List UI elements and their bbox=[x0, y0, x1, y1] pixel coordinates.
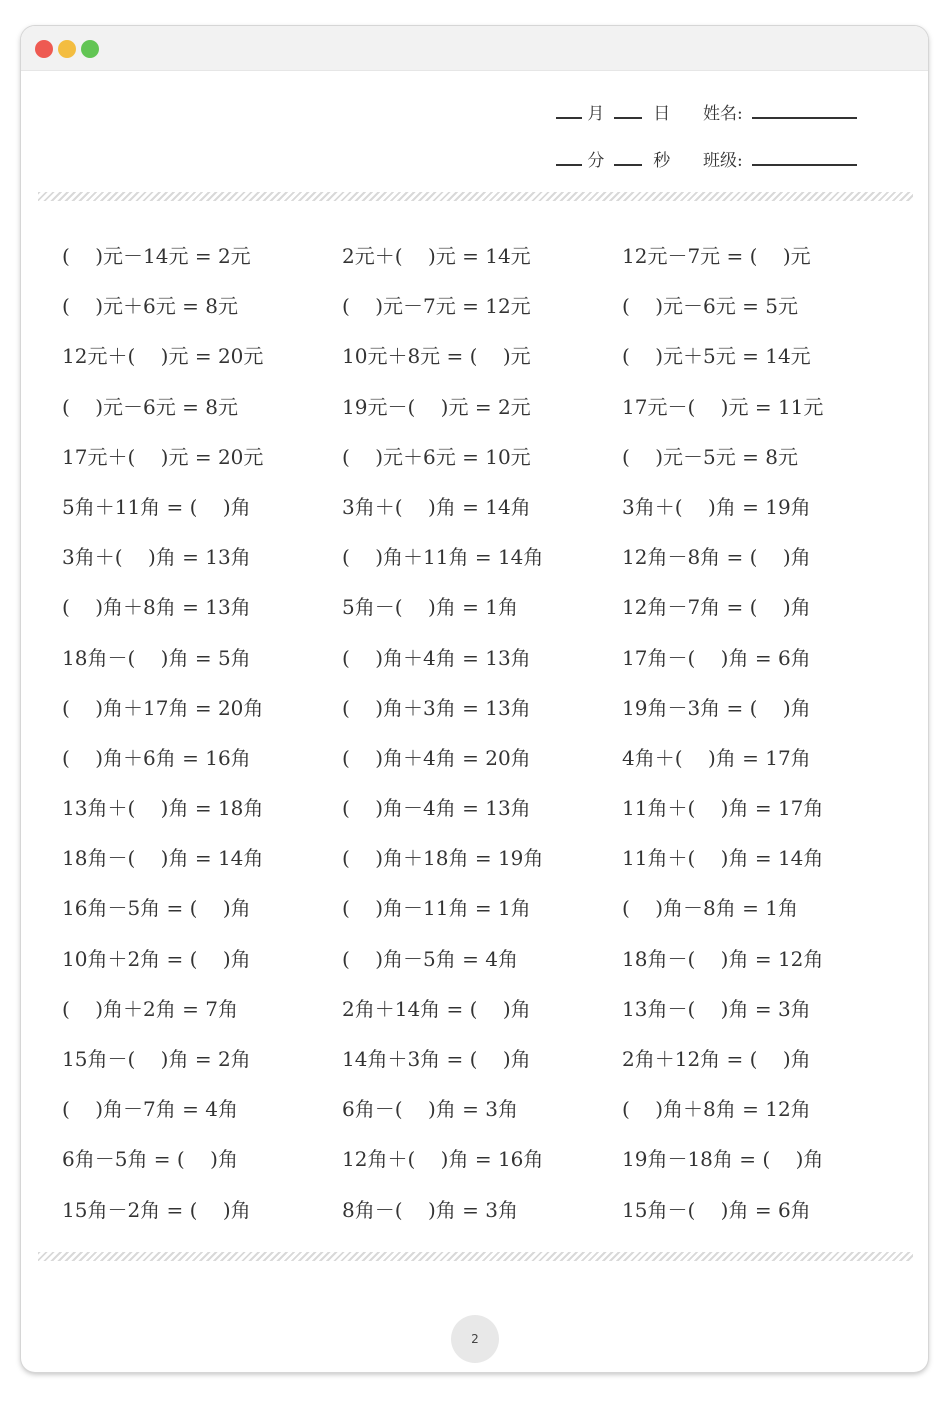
problem-item: 8角－( )角 = 3角 bbox=[342, 1197, 518, 1222]
minute-blank[interactable] bbox=[556, 164, 582, 166]
problem-item: ( )角－11角 = 1角 bbox=[342, 896, 531, 921]
day-blank[interactable] bbox=[614, 117, 642, 119]
date-field bbox=[556, 99, 670, 124]
name-field bbox=[703, 99, 857, 124]
problem-item: ( )元＋6元 = 10元 bbox=[342, 444, 531, 469]
problem-item: 3角＋( )角 = 14角 bbox=[342, 494, 531, 519]
maximize-window-icon[interactable] bbox=[81, 40, 99, 58]
time-field bbox=[556, 146, 670, 171]
problem-item: ( )角－4角 = 13角 bbox=[342, 796, 531, 821]
class-label: 班级: bbox=[703, 151, 743, 171]
problem-item: ( )角＋18角 = 19角 bbox=[342, 846, 544, 871]
problem-item: 18角－( )角 = 5角 bbox=[62, 645, 251, 670]
problem-item: ( )角＋4角 = 13角 bbox=[342, 645, 531, 670]
problem-item: ( )角＋6角 = 16角 bbox=[62, 745, 251, 770]
problem-item: 10元＋8元 = ( )元 bbox=[342, 344, 531, 369]
problem-item: 12角－7角 = ( )角 bbox=[622, 595, 811, 620]
class-blank[interactable] bbox=[752, 164, 857, 166]
problem-item: 12角＋( )角 = 16角 bbox=[342, 1147, 544, 1172]
document-window bbox=[21, 26, 928, 1372]
problem-item: 3角＋( )角 = 19角 bbox=[622, 494, 811, 519]
problem-item: ( )元－14元 = 2元 bbox=[62, 244, 251, 268]
month-label: 月 bbox=[587, 104, 605, 124]
problem-item: 18角－( )角 = 12角 bbox=[622, 946, 824, 971]
problem-item: ( )角－8角 = 1角 bbox=[622, 896, 798, 921]
problem-item: ( )角＋2角 = 7角 bbox=[62, 996, 238, 1021]
problem-item: 5角＋11角 = ( )角 bbox=[62, 494, 251, 519]
problem-item: 19角－18角 = ( )角 bbox=[622, 1147, 824, 1172]
problem-item: 3角＋( )角 = 13角 bbox=[62, 545, 251, 570]
problem-item: 19角－3角 = ( )角 bbox=[622, 695, 811, 720]
problem-item: 2角＋14角 = ( )角 bbox=[342, 996, 531, 1021]
problem-item: ( )元－5元 = 8元 bbox=[622, 444, 798, 469]
problem-item: ( )元＋6元 = 8元 bbox=[62, 294, 238, 319]
problem-item: 13角＋( )角 = 18角 bbox=[62, 796, 264, 821]
problem-item: 6角－( )角 = 3角 bbox=[342, 1097, 518, 1122]
minute-label: 分 bbox=[587, 151, 605, 171]
problem-item: ( )元＋5元 = 14元 bbox=[622, 344, 811, 369]
name-label: 姓名: bbox=[703, 104, 743, 124]
problem-item: 11角＋( )角 = 14角 bbox=[622, 846, 824, 871]
problem-item: ( )角－5角 = 4角 bbox=[342, 946, 518, 971]
problem-item: 15角－( )角 = 6角 bbox=[622, 1197, 811, 1222]
problem-item: ( )角－7角 = 4角 bbox=[62, 1097, 238, 1122]
problem-item: 12角－8角 = ( )角 bbox=[622, 545, 811, 570]
second-blank[interactable] bbox=[614, 164, 642, 166]
minimize-window-icon[interactable] bbox=[58, 40, 76, 58]
problem-grid bbox=[62, 231, 902, 1235]
problem-item: 2角＋12角 = ( )角 bbox=[622, 1047, 811, 1071]
problem-item: 6角－5角 = ( )角 bbox=[62, 1147, 238, 1172]
problem-item: ( )角＋4角 = 20角 bbox=[342, 745, 531, 770]
problem-item: ( )元－6元 = 5元 bbox=[622, 294, 798, 319]
problem-item: ( )元－6元 = 8元 bbox=[62, 394, 238, 419]
page-number-badge: 2 bbox=[451, 1315, 499, 1363]
problem-item: 12元＋( )元 = 20元 bbox=[62, 344, 264, 369]
problem-item: 15角－( )角 = 2角 bbox=[62, 1047, 251, 1071]
close-window-icon[interactable] bbox=[35, 40, 53, 58]
second-label: 秒 bbox=[653, 151, 671, 171]
problem-item: 17角－( )角 = 6角 bbox=[622, 645, 811, 670]
problem-item: 16角－5角 = ( )角 bbox=[62, 896, 251, 921]
problem-item: ( )角＋17角 = 20角 bbox=[62, 695, 264, 720]
month-blank[interactable] bbox=[556, 117, 582, 119]
problem-item: 18角－( )角 = 14角 bbox=[62, 846, 264, 871]
problem-item: ( )角＋11角 = 14角 bbox=[342, 545, 544, 570]
problem-item: ( )角＋3角 = 13角 bbox=[342, 695, 531, 720]
problem-item: 17元－( )元 = 11元 bbox=[622, 394, 824, 419]
problem-item: 11角＋( )角 = 17角 bbox=[622, 796, 824, 821]
problem-item: 5角－( )角 = 1角 bbox=[342, 595, 518, 620]
problem-item: 19元－( )元 = 2元 bbox=[342, 394, 531, 419]
problem-item: ( )元－7元 = 12元 bbox=[342, 294, 531, 319]
problem-item: ( )角＋8角 = 12角 bbox=[622, 1097, 811, 1122]
class-field bbox=[703, 146, 857, 171]
top-divider bbox=[38, 192, 913, 201]
problem-item: 10角＋2角 = ( )角 bbox=[62, 946, 251, 971]
problem-item: 17元＋( )元 = 20元 bbox=[62, 444, 264, 469]
day-label: 日 bbox=[653, 104, 671, 124]
problem-item: 12元－7元 = ( )元 bbox=[622, 244, 811, 268]
title-bar bbox=[21, 26, 928, 71]
bottom-divider bbox=[38, 1252, 913, 1261]
name-blank[interactable] bbox=[752, 117, 857, 119]
problem-item: ( )角＋8角 = 13角 bbox=[62, 595, 251, 620]
problem-item: 2元＋( )元 = 14元 bbox=[342, 244, 531, 268]
problem-item: 14角＋3角 = ( )角 bbox=[342, 1047, 531, 1071]
problem-item: 15角－2角 = ( )角 bbox=[62, 1197, 251, 1222]
problem-item: 4角＋( )角 = 17角 bbox=[622, 745, 811, 770]
problem-item: 13角－( )角 = 3角 bbox=[622, 996, 811, 1021]
